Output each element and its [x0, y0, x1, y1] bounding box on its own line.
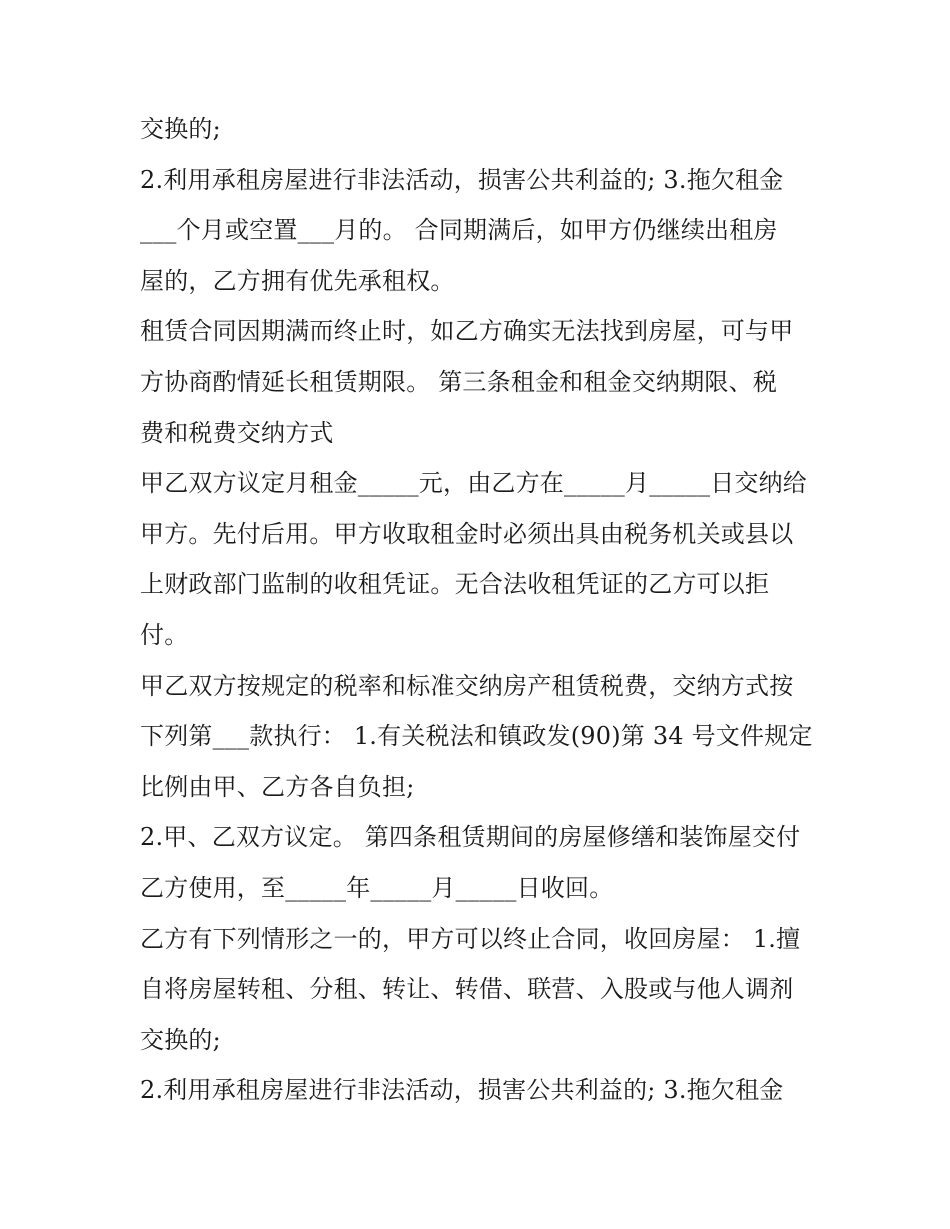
text-line: 下列第___款执行： 1.有关税法和镇政发(90)第 34 号文件规定 — [140, 722, 813, 751]
text-line: 乙方使用，至_____年_____月_____日收回。 — [140, 873, 614, 902]
contract-text — [140, 104, 820, 1116]
text-line: 2.利用承租房屋进行非法活动，损害公共利益的; 3.拖欠租金 — [140, 1076, 784, 1105]
text-line: 上财政部门监制的收租凭证。无合法收租凭证的乙方可以拒 — [140, 570, 770, 599]
text-line: 交换的; — [140, 1025, 221, 1054]
text-line: 自将房屋转租、分租、转让、转借、联营、入股或与他人调剂 — [140, 975, 794, 1004]
text-line: 2.利用承租房屋进行非法活动，损害公共利益的; 3.拖欠租金 — [140, 165, 784, 194]
text-line: 租赁合同因期满而终止时，如乙方确实无法找到房屋，可与甲 — [140, 317, 794, 346]
text-line: 付。 — [140, 620, 189, 649]
text-line: ___个月或空置___月的。 合同期满后，如甲方仍继续出租房 — [140, 216, 778, 245]
text-line: 甲乙双方按规定的税率和标准交纳房产租赁税费，交纳方式按 — [140, 671, 794, 700]
text-line: 甲乙双方议定月租金_____元，由乙方在_____月_____日交纳给 — [140, 469, 807, 498]
text-line: 乙方有下列情形之一的，甲方可以终止合同，收回房屋： 1.擅 — [140, 924, 801, 953]
text-line: 交换的; — [140, 115, 221, 143]
text-line: 费和税费交纳方式 — [140, 418, 334, 447]
text-line: 屋的，乙方拥有优先承租权。 — [140, 266, 455, 295]
text-line: 比例由甲、乙方各自负担; — [140, 772, 415, 801]
text-line: 甲方。先付后用。甲方收取租金时必须出具由税务机关或县以 — [140, 519, 794, 548]
text-line: 方协商酌情延长租赁期限。 第三条租金和租金交纳期限、税 — [140, 367, 778, 396]
text-line: 2.甲、乙双方议定。 第四条租赁期间的房屋修缮和装饰屋交付 — [140, 823, 801, 852]
